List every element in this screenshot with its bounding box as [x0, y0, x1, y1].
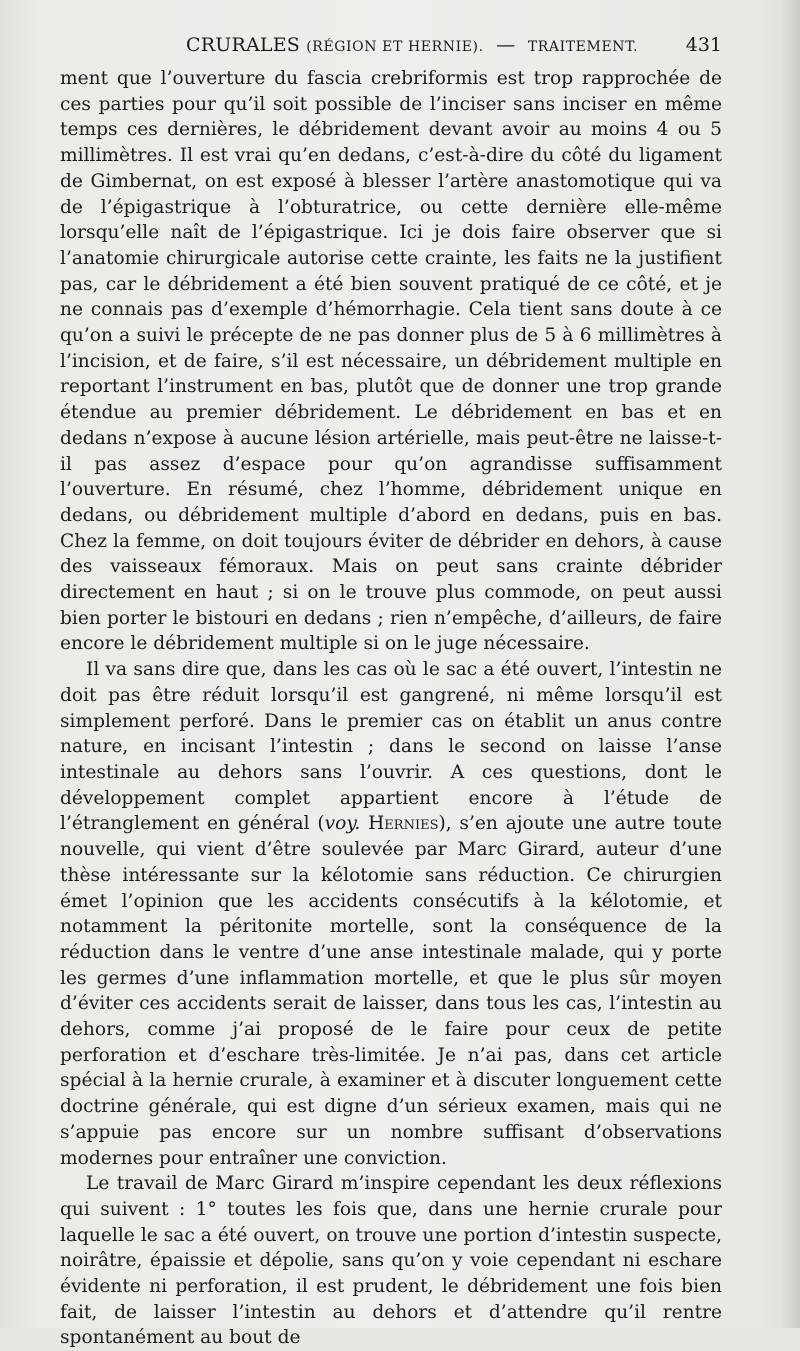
paragraph-text: Il va sans dire que, dans les cas où le sac a été ouvert, l’intestin ne doit pas être réduit lorsqu’il est gangrené, ni même lorsqu’il est simplement perforé. Dans le premier cas on établit un anus contre nature, en incisant l’intestin ; dans le second on laisse l’anse intestinale au dehors sans l’ouvrir. A ces questions, dont le développement complet appartient encore à l’étude de l’étranglement en général (	[60, 659, 722, 835]
page-edge-shadow	[782, 0, 800, 1328]
paragraph-text	[360, 813, 368, 834]
title-paren: (RÉGION ET HERNIE).	[306, 39, 484, 55]
paragraph-3	[60, 1171, 722, 1351]
page-number: 431	[685, 34, 722, 56]
title-dash: —	[496, 34, 516, 56]
body-text	[60, 66, 722, 1351]
title-sub: TRAITEMENT.	[527, 39, 639, 55]
paragraph-text: ), s’en ajoute une autre toute nouvelle, qui vient d’être soulevée par Marc Girard, auteur d’une thèse intéressante sur la kélotomie sans réduction. Ce chirurgien émet l’opinion que les accidents consécutifs à la kélotomie, et notamment la péritonite mortelle, sont la conséquence de la réduction dans le ventre d’une anse intestinale malade, qui y porte les germes d’une inflammation mortelle, et que le plus sûr moyen d’éviter ces accidents serait de laisser, dans tous les cas, l’intestin au dehors, comme j’ai proposé de le faire pour ceux de petite perforation et d’eschare très-limitée. Je n’ai pas, dans cet article spécial à la hernie crurale, à examiner et à discuter longuement cette doctrine générale, qui est digne d’un sérieux examen, mais qui ne s’appuie pas encore sur un nombre suffisant d’observations modernes pour entraîner une conviction.	[60, 813, 722, 1169]
running-title	[186, 34, 638, 56]
paragraph-2	[60, 657, 722, 1171]
title-main: CRURALES	[186, 34, 300, 56]
small-caps-reference: Hernies	[368, 813, 439, 835]
italic-reference: voy.	[324, 813, 361, 835]
paragraph-1	[60, 66, 722, 657]
paragraph-text: ment que l’ouverture du fascia crebriformis est trop rapprochée de ces parties pour qu’il soit possible de l’inciser sans inciser en même temps ces dernières, le débridement devant avoir au moins 4 ou 5 millimètres. Il est vrai qu’en dedans, c’est-à-dire du côté du ligament de Gimbernat, on est exposé à blesser l’artère anastomotique qui va de l’épigastrique à l’obturatrice, ou cette dernière elle-même lorsqu’elle naît de l’épigastrique. Ici je dois faire observer que si l’anatomie chirurgicale autorise cette crainte, les faits ne la justifient pas, car le débridement a été bien souvent pratiqué de ce côté, et je ne connais pas d’exemple d’hémorrhagie. Cela tient sans doute à ce qu’on a suivi le précepte de ne pas donner plus de 5 à 6 millimètres à l’incision, et de faire, s’il est nécessaire, un débridement multiple en reportant l’instrument en bas, plutôt que de donner une trop grande étendue au premier débridement. Le débridement en bas et en dedans n’expose à aucune lésion artérielle, mais peut-être ne laisse-t-il pas assez d’espace pour qu’on agrandisse suffisamment l’ouverture. En résumé, chez l’homme, débridement unique en dedans, ou débridement multiple d’abord en dedans, puis en bas. Chez la femme, on doit toujours éviter de débrider en dehors, à cause des vaisseaux fémoraux. Mais on peut sans crainte débrider directement en haut ; si on le trouve plus commode, on peut aussi bien porter le bistouri en dedans ; rien n’empêche, d’ailleurs, de faire encore le débridement multiple si on le juge nécessaire.	[60, 68, 722, 655]
running-header	[60, 34, 722, 64]
paragraph-text: Le travail de Marc Girard m’inspire cependant les deux réflexions qui suivent : 1° toutes les fois que, dans une hernie crurale pour laquelle le sac a été ouvert, on trouve une portion d’intestin suspecte, noirâtre, épaissie et dépolie, sans qu’on y voie cependant ni eschare évidente ni perforation, il est prudent, le débridement une fois bien fait, de laisser l’intestin au dehors et d’attendre qu’il rentre spontanément au bout de	[60, 1173, 722, 1349]
